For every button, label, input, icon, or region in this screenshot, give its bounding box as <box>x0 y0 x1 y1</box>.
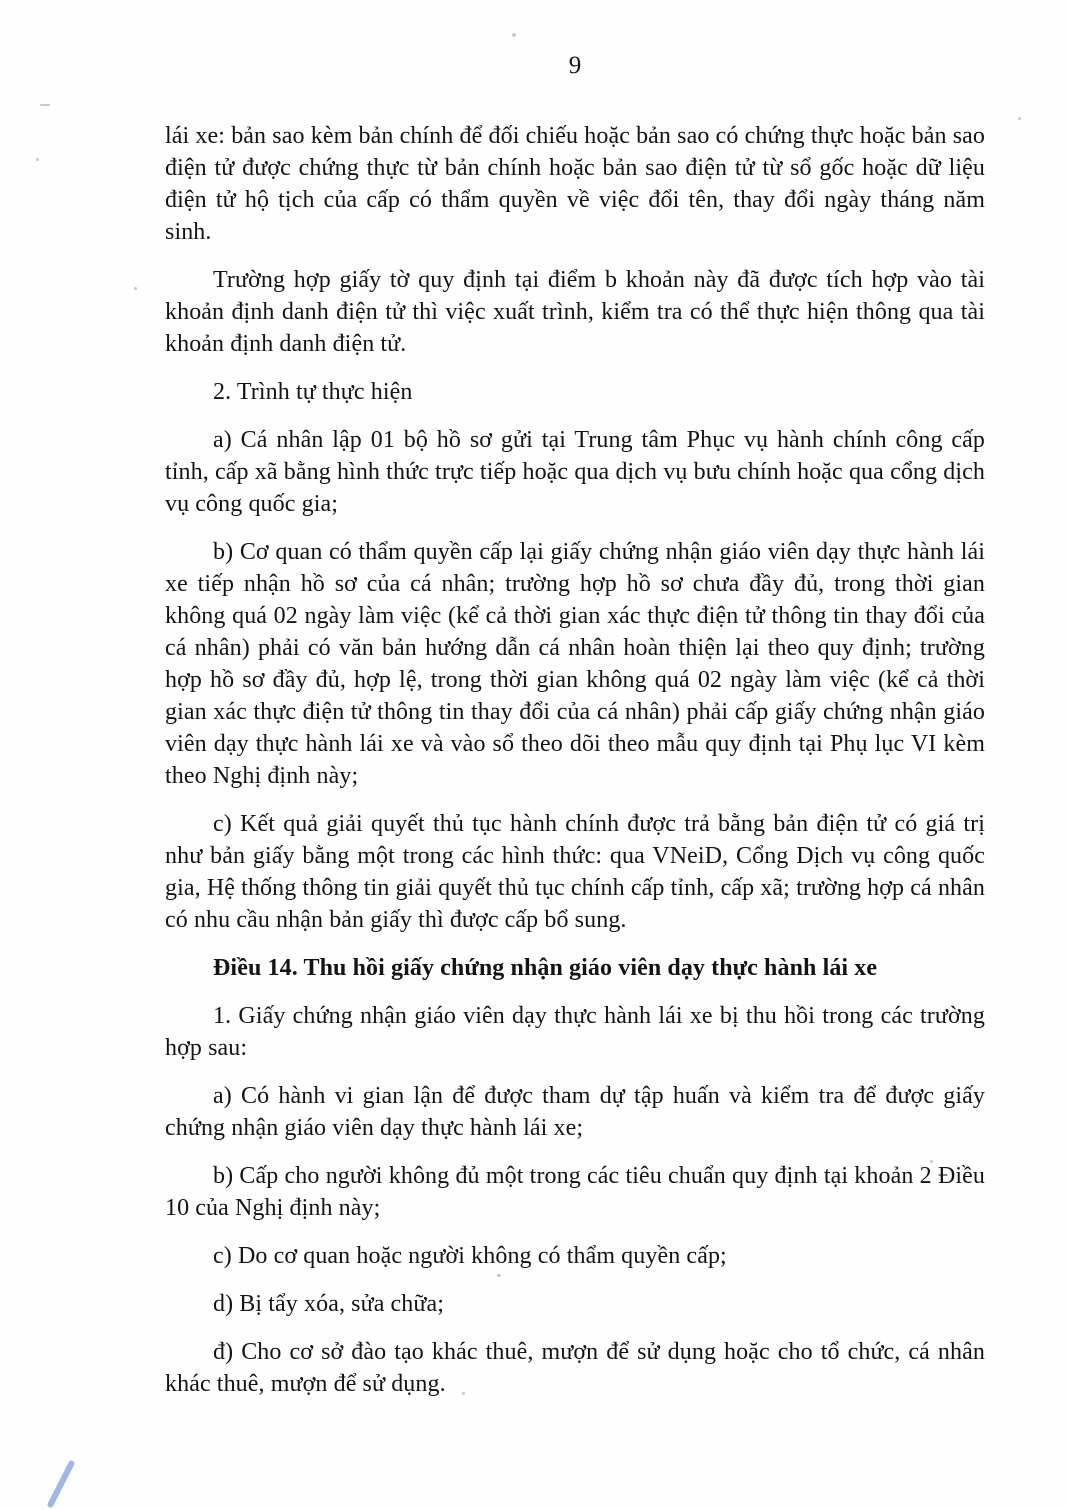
scan-speck <box>1018 117 1021 120</box>
scan-speck <box>462 1392 465 1395</box>
scan-speck <box>40 104 50 106</box>
document-body <box>165 120 985 1416</box>
clause-1: 1. Giấy chứng nhận giáo viên dạy thực hành lái xe bị thu hồi trong các trường hợp sau: <box>165 1003 985 1061</box>
clause-2-heading: 2. Trình tự thực hiện <box>213 379 413 405</box>
scan-speck <box>36 158 39 161</box>
paragraph: Trường hợp giấy tờ quy định tại điểm b khoản này đã được tích hợp vào tài khoản định danh điện tử thì việc xuất trình, kiểm tra có thể thực hiện thông qua tài khoản định danh điện tử. <box>165 267 985 357</box>
scan-speck <box>134 287 137 290</box>
point-c-revoke: c) Do cơ quan hoặc người không có thẩm quyền cấp; <box>213 1243 727 1269</box>
point-a-revoke: a) Có hành vi gian lận để được tham dự tập huấn và kiểm tra để được giấy chứng nhận giáo viên dạy thực hành lái xe; <box>165 1083 985 1141</box>
article-14-heading: Điều 14. Thu hồi giấy chứng nhận giáo viên dạy thực hành lái xe <box>213 955 878 981</box>
point-dd-revoke: đ) Cho cơ sở đào tạo khác thuê, mượn để sử dụng hoặc cho tổ chức, cá nhân khác thuê, mượn để sử dụng. <box>165 1339 985 1397</box>
point-b-revoke: b) Cấp cho người không đủ một trong các tiêu chuẩn quy định tại khoản 2 Điều 10 của Nghị định này; <box>165 1163 985 1221</box>
scan-speck <box>497 1274 501 1277</box>
point-d-revoke: d) Bị tẩy xóa, sửa chữa; <box>213 1291 445 1317</box>
scan-speck <box>512 33 516 37</box>
point-c: c) Kết quả giải quyết thủ tục hành chính được trả bằng bản điện tử có giá trị như bản giấy bằng một trong các hình thức: qua VNeiD, Cổng Dịch vụ công quốc gia, Hệ thống thông tin giải quyết thủ tục chính cấp tỉnh, cấp xã; trường hợp cá nhân có nhu cầu nhận bản giấy thì được cấp bổ sung. <box>165 811 985 933</box>
page-number: 9 <box>568 52 582 79</box>
point-a: a) Cá nhân lập 01 bộ hồ sơ gửi tại Trung tâm Phục vụ hành chính công cấp tỉnh, cấp xã bằng hình thức trực tiếp hoặc qua dịch vụ bưu chính hoặc qua cổng dịch vụ công quốc gia; <box>165 427 985 517</box>
point-b: b) Cơ quan có thẩm quyền cấp lại giấy chứng nhận giáo viên dạy thực hành lái xe tiếp nhận hồ sơ của cá nhân; trường hợp hồ sơ chưa đầy đủ, trong thời gian không quá 02 ngày làm việc (kể cả thời gian xác thực điện tử thông tin thay đổi của cá nhân) phải có văn bản hướng dẫn cá nhân hoàn thiện lại theo quy định; trường hợp hồ sơ đầy đủ, hợp lệ, trong thời gian không quá 02 ngày làm việc (kể cả thời gian xác thực điện tử thông tin thay đổi của cá nhân) phải cấp giấy chứng nhận giáo viên dạy thực hành lái xe và vào sổ theo dõi theo mẫu quy định tại Phụ lục VI kèm theo Nghị định này; <box>165 539 985 789</box>
paragraph-continuation: lái xe: bản sao kèm bản chính để đối chiếu hoặc bản sao có chứng thực hoặc bản sao điện tử được chứng thực từ bản chính hoặc bản sao điện tử từ sổ gốc hoặc dữ liệu điện tử hộ tịch của cấp có thẩm quyền về việc đổi tên, thay đổi ngày tháng năm sinh. <box>165 123 985 245</box>
blue-pen-mark <box>47 1459 76 1508</box>
scan-speck <box>930 1160 933 1163</box>
